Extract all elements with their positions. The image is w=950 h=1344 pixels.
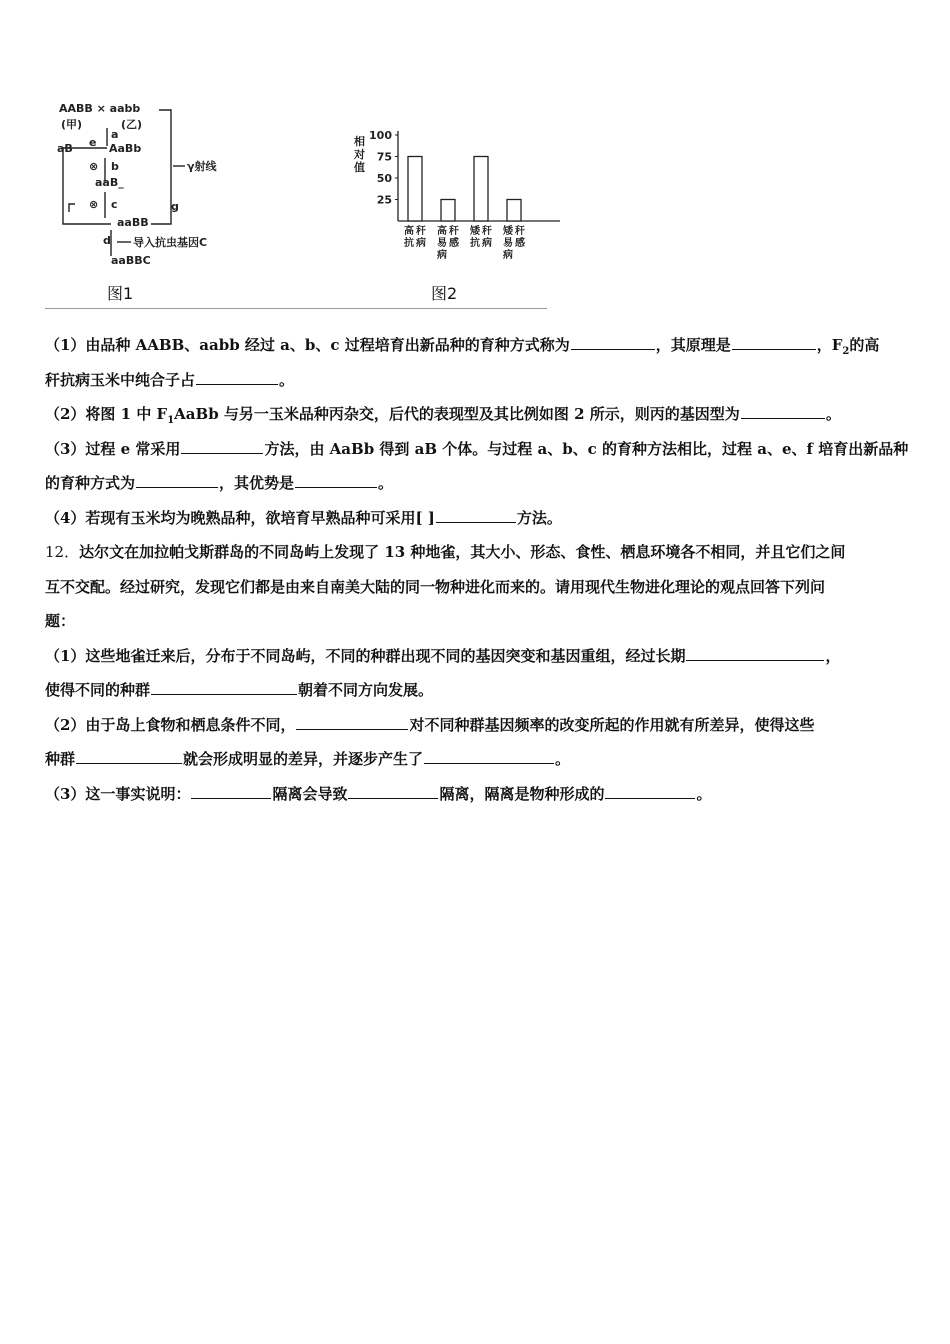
q11-p1-text-b: ，其原理是 [655,336,731,354]
self-symbol-1: ⊗ [89,160,99,173]
q12-stem-text-1: 达尔文在加拉帕戈斯群岛的不同岛屿上发现了 13 种地雀，其大小、形态、食性、栖息环境各不相同，并且它们之间 [79,543,846,561]
cross-label: AABB × aabb [59,102,141,115]
gamma-label: γ射线 [187,160,217,173]
step-a-label: a [111,128,119,141]
q11-part4 [45,501,907,536]
x-category-label-char: 矮 [470,226,480,237]
bar [441,200,455,222]
answer-blank[interactable] [571,335,655,350]
q12-stem-line1 [45,535,907,570]
q12-part2-line1 [45,708,907,743]
q12-p2-text-c: 种群 [45,750,76,768]
q11-p1-text-c: ，F [816,336,843,354]
x-category-label-char: 易 [437,238,447,249]
period: 。 [825,405,841,423]
bar [507,200,521,222]
step-d-label: d [103,234,111,247]
period: 。 [378,474,394,492]
q11-p1-text-d: 的高 [849,336,880,354]
q11-p3-text-d: ，其优势是 [219,474,295,492]
q11-part1-line1 [45,328,907,363]
f1-label: AaBb [109,142,142,155]
answer-blank[interactable] [136,473,218,488]
step-e-label: e [89,136,97,149]
q12-p2-text-b: 对不同种群基因频率的改变所起的作用就有所差异，使得这些 [409,715,815,734]
parent-b-label: (乙) [121,118,143,131]
period: 。 [696,784,712,803]
y-axis-label-char: 值 [354,161,365,174]
q12-stem-text-3: 题： [45,612,76,630]
period: 。 [555,750,571,768]
figure-2-caption: 图2 [431,284,458,303]
q12-p3-text-b: 隔离会导致 [272,784,348,803]
x-category-label-char: 秆 [482,226,492,237]
q12-p3-text-c: 隔离，隔离是物种形成的 [439,784,605,803]
gene-import-label: 导入抗虫基因C [133,236,208,249]
answer-blank[interactable] [732,335,816,350]
q12-stem-line2 [45,570,907,605]
x-category-label-char: 病 [416,238,426,249]
x-category-label-char: 易 [503,238,513,249]
answer-blank[interactable] [296,715,408,730]
y-axis-label-char: 对 [354,148,365,161]
x-category-label-char: 秆 [416,226,426,237]
answer-blank[interactable] [436,508,516,523]
final-genotype: aaBB [117,216,149,229]
q11-p3-text-a: （3）过程 e 常采用 [45,439,181,458]
result-genotype: aaBBC [111,254,151,267]
x-category-label-char: 抗 [470,238,480,249]
answer-blank[interactable] [686,646,824,661]
x-category-label-char: 高 [404,226,414,237]
q12-part2-line2 [45,742,907,777]
y-tick-label: 50 [376,172,392,185]
answer-blank[interactable] [191,784,271,799]
answer-blank[interactable] [196,370,278,385]
q11-p3-text-b: 方法，由 AaBb 得到 aB 个体。与过程 a、b、c 的育种方法相比，过程 a、e、f 培育出新品种 [264,439,909,458]
y-tick-label: 25 [376,193,392,207]
figure-area [45,95,547,310]
q12-stem-text-2: 互不交配。经过研究，发现它们都是由来自南美大陆的同一物种进化而来的。请用现代生物进化理论的观点回答下列问 [45,577,826,596]
bar [408,157,422,222]
answer-blank[interactable] [151,680,297,695]
x-category-label-char: 病 [503,250,513,261]
q11-part3-line1 [45,432,907,467]
q11-part1-line2 [45,363,907,398]
x-category-label-char: 高 [437,226,447,237]
q12-part3 [45,777,907,812]
figure-1-diagram [55,100,295,280]
figure-divider [45,308,547,309]
figure-2-bar-chart [350,95,580,280]
answer-blank[interactable] [741,404,825,419]
q11-p2-text-a: （2）将图 1 中 F [45,405,168,423]
q12-number: 12． [45,543,80,561]
q12-part1-line1 [45,639,907,674]
self-symbol-2: ⊗ [89,198,99,211]
answer-blank[interactable] [295,473,377,488]
outer-bracket-line [151,110,171,224]
x-category-label-char: 抗 [404,238,414,249]
q12-part1-line2 [45,673,907,708]
q12-p2-text-a: （2）由于岛上食物和栖息条件不同， [45,715,296,734]
q11-p4-text-b: 方法。 [516,508,562,527]
answer-blank[interactable] [348,784,438,799]
period: 。 [279,370,295,389]
q11-p1-text-a: （1）由品种 AABB、aabb 经过 a、b、c 过程培育出新品种的育种方式称为 [45,336,570,354]
y-tick-label: 75 [376,150,392,164]
ab-label: aB [57,142,73,155]
question-content [45,328,907,811]
x-category-label-char: 感 [515,238,525,249]
q12-p1-text-b: 使得不同的种群 [45,681,151,699]
subscript: 1 [167,415,175,426]
comma: ， [825,646,841,665]
step-b-label: b [111,160,119,173]
q11-part2 [45,397,907,432]
step-g-label: g [171,200,179,213]
q12-p1-text-a: （1）这些地雀迁来后，分布于不同岛屿，不同的种群出现不同的基因突变和基因重组，经过长期 [45,646,686,665]
answer-blank[interactable] [76,749,182,764]
q12-stem-line3 [45,604,907,639]
y-tick-label: 100 [369,129,392,142]
q12-p1-text-c: 朝着不同方向发展。 [298,681,434,699]
x-category-label-char: 感 [449,238,459,249]
q11-p3-text-c: 的育种方式为 [45,474,136,492]
mid-genotype: aaB_ [95,176,124,189]
q11-p1-text-e: 秆抗病玉米中纯合子占 [45,370,196,389]
answer-blank[interactable] [181,439,263,454]
answer-blank[interactable] [424,749,554,764]
q11-part3-line2 [45,466,907,501]
y-axis-label-char: 相 [354,135,365,148]
answer-blank[interactable] [605,784,695,799]
bar [474,157,488,222]
f-loop-line [69,204,75,212]
x-category-label-char: 矮 [503,226,513,237]
x-category-label-char: 秆 [449,226,459,237]
x-category-label-char: 病 [482,238,492,249]
step-c-label: c [111,198,118,211]
q12-p3-text-a: （3）这一事实说明： [45,784,191,803]
subscript: 2 [842,346,850,357]
parent-a-label: (甲) [61,118,83,131]
x-category-label-char: 病 [437,250,447,261]
q11-p4-text-a: （4）若现有玉米均为晚熟品种，欲培育早熟品种可采用[ ] [45,508,435,527]
x-category-label-char: 秆 [515,226,525,237]
figure-1-caption: 图1 [107,284,134,303]
q12-p2-text-d: 就会形成明显的差异，并逐步产生了 [183,750,424,768]
q11-p2-text-b: AaBb 与另一玉米品种丙杂交，后代的表现型及其比例如图 2 所示，则丙的基因型为 [174,405,740,423]
